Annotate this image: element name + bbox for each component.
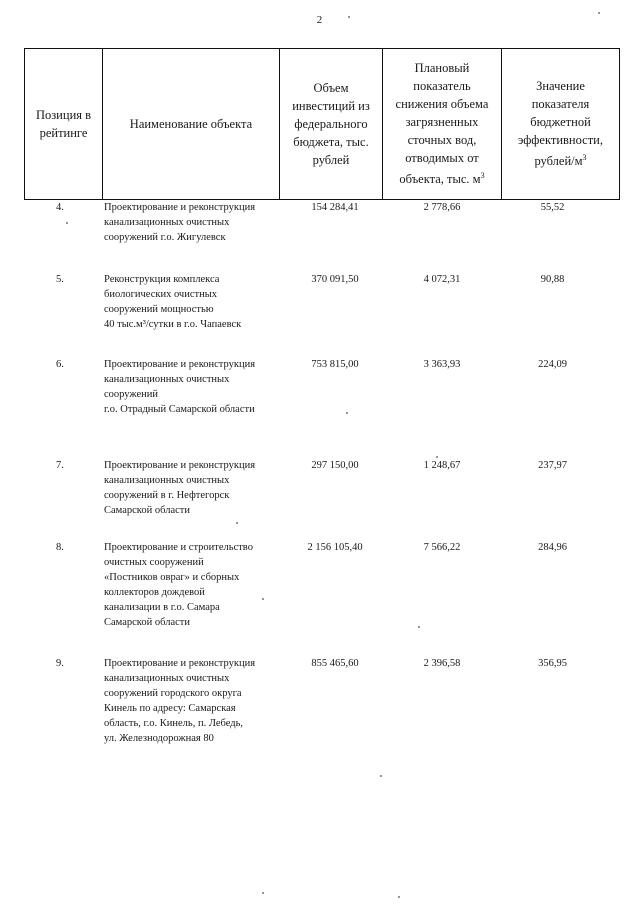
name-line: «Постников овраг» и сборных <box>104 572 240 583</box>
efficiency-value: 90,88 <box>540 274 565 285</box>
header-line: эффективности, <box>517 133 603 148</box>
plan-value: 3 363,93 <box>423 359 461 370</box>
row-number: 8. <box>56 542 64 553</box>
investment-value: 154 284,41 <box>311 202 359 213</box>
name-line: Проектирование и реконструкция <box>104 460 256 471</box>
name-line: коллекторов дождевой <box>104 587 205 598</box>
unit-superscript: 3 <box>582 153 587 163</box>
name-line: канализационных очистных <box>104 217 230 228</box>
header-line <box>518 149 603 170</box>
name-line: Проектирование и строительство <box>104 542 253 553</box>
scan-speck <box>348 16 350 18</box>
efficiency-value: 284,96 <box>538 542 567 553</box>
header-line: бюджета, тыс. <box>293 135 369 149</box>
scan-speck <box>262 892 264 894</box>
scan-speck <box>598 12 600 14</box>
scan-speck <box>346 412 348 414</box>
header-text: рублей/м <box>534 154 583 169</box>
plan-value: 7 566,22 <box>423 542 461 553</box>
name-line: сооружений в г. Нефтегорск <box>104 490 230 501</box>
scan-speck <box>418 626 420 628</box>
header-name <box>103 49 280 199</box>
header-text: объекта, тыс. м <box>399 172 481 187</box>
efficiency-value: 55,52 <box>540 202 565 213</box>
page-number: 2 <box>316 14 323 26</box>
name-line: канализационных очистных <box>104 374 230 385</box>
scan-speck <box>436 456 438 458</box>
name-line: канализации в г.о. Самара <box>104 602 220 613</box>
name-line: Реконструкция комплекса <box>104 274 220 285</box>
header-line: показатель <box>413 79 471 94</box>
row-number: 9. <box>56 658 64 669</box>
name-line: Самарской области <box>104 505 190 516</box>
investment-value: 2 156 105,40 <box>307 542 363 553</box>
object-name <box>104 357 284 417</box>
header-line: бюджетной <box>530 115 591 130</box>
plan-value: 1 248,67 <box>423 460 461 471</box>
table-header <box>24 48 620 200</box>
investment-value: 753 815,00 <box>311 359 359 370</box>
object-name <box>104 200 284 245</box>
header-line: рейтинге <box>39 126 88 140</box>
object-name <box>104 656 284 746</box>
plan-value: 2 396,58 <box>423 658 461 669</box>
header-line: отводимых от <box>405 151 479 166</box>
efficiency-value: 356,95 <box>538 658 567 669</box>
header-line: загрязненных <box>405 115 479 130</box>
name-line: Проектирование и реконструкция <box>104 658 256 669</box>
scan-speck <box>262 598 264 600</box>
header-line: Значение <box>536 79 585 94</box>
name-line: сооружений <box>104 389 159 400</box>
unit-superscript: 3 <box>480 171 485 181</box>
header-efficiency <box>502 49 619 199</box>
name-line: Проектирование и реконструкция <box>104 359 256 370</box>
header-line: федерального <box>294 117 368 131</box>
name-line: канализационных очистных <box>104 475 230 486</box>
header-line: Плановый <box>414 61 470 76</box>
name-line: Кинель по адресу: Самарская <box>104 703 236 714</box>
name-line: ул. Железнодорожная 80 <box>104 733 214 744</box>
header-line: Позиция в <box>35 108 92 122</box>
header-position <box>25 49 103 199</box>
header-line: показателя <box>531 97 590 112</box>
scan-speck <box>66 222 68 224</box>
name-line: область, г.о. Кинель, п. Лебедь, <box>104 718 244 729</box>
investment-value: 370 091,50 <box>311 274 359 285</box>
header-investment <box>280 49 383 199</box>
header-line: Наименование объекта <box>129 117 253 131</box>
header-plan <box>383 49 502 199</box>
efficiency-value: 237,97 <box>538 460 567 471</box>
name-line: очистных сооружений <box>104 557 204 568</box>
object-name <box>104 540 284 630</box>
scan-speck <box>236 522 238 524</box>
row-number: 7. <box>56 460 64 471</box>
name-line: Самарской области <box>104 617 190 628</box>
name-line: канализационных очистных <box>104 673 230 684</box>
scan-speck <box>398 896 400 898</box>
header-line: Объем <box>313 81 349 95</box>
name-line: сооружений городского округа <box>104 688 242 699</box>
scan-speck <box>380 775 382 777</box>
object-name <box>104 272 284 332</box>
header-line: рублей <box>312 153 350 167</box>
header-line <box>396 167 489 188</box>
header-line: сточных вод, <box>407 133 477 148</box>
efficiency-value: 224,09 <box>538 359 567 370</box>
object-name <box>104 458 284 518</box>
plan-value: 2 778,66 <box>423 202 461 213</box>
name-line: г.о. Отрадный Самарской области <box>104 404 255 415</box>
name-line: Проектирование и реконструкция <box>104 202 256 213</box>
header-line: инвестиций из <box>292 99 370 113</box>
row-number: 6. <box>56 359 64 370</box>
name-line: сооружений мощностью <box>104 304 214 315</box>
row-number: 4. <box>56 202 64 213</box>
plan-value: 4 072,31 <box>423 274 461 285</box>
name-line: сооружений г.о. Жигулевск <box>104 232 226 243</box>
investment-value: 855 465,60 <box>311 658 359 669</box>
investment-value: 297 150,00 <box>311 460 359 471</box>
header-line: снижения объема <box>395 97 489 112</box>
name-line: 40 тыс.м³/сутки в г.о. Чапаевск <box>104 319 242 330</box>
row-number: 5. <box>56 274 64 285</box>
name-line: биологических очистных <box>104 289 217 300</box>
